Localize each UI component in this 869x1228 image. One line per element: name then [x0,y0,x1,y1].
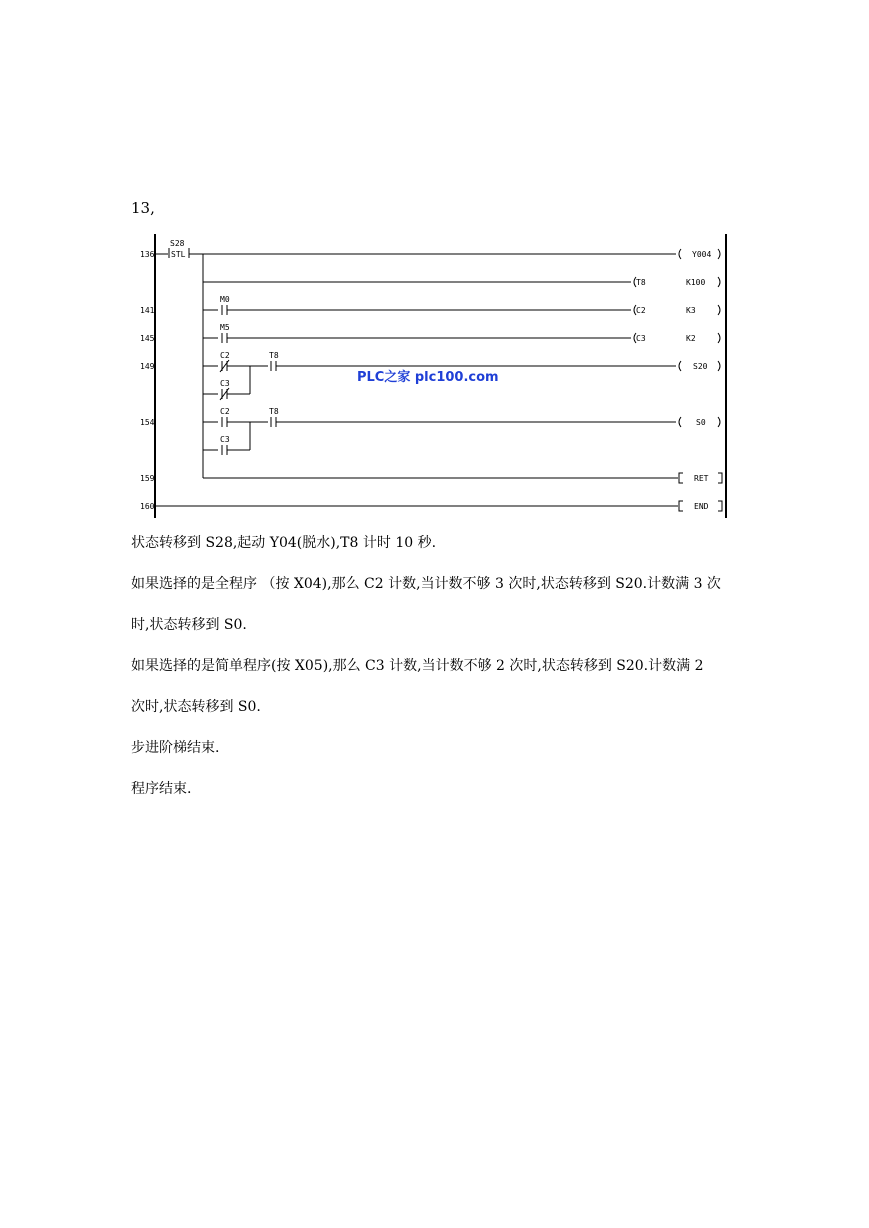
instr-end-label: END [694,502,709,511]
output-s20 [679,361,681,371]
step-number: 149 [140,362,155,371]
coil-c3-label: C3 [636,334,646,343]
step-number: 154 [140,418,155,427]
contact-c3-nc-label: C3 [220,379,230,388]
paragraph-2-line-2: 时,状态转移到 S0. [131,617,247,633]
stl-contact-s28 [155,239,189,259]
paragraph-1: 状态转移到 S28,起动 Y04(脱水),T8 计时 10 秒. [131,535,437,551]
watermark: PLC之家 plc100.com [357,370,499,385]
step-number: 145 [140,334,155,343]
coil-y004-label: Y004 [692,250,712,259]
paragraph-5: 程序结束. [131,781,192,797]
stl-text: STL [171,250,186,259]
paragraph-3-line-1: 如果选择的是简单程序(按 X05),那么 C3 计数,当计数不够 2 次时,状态转移到 S20.计数满 2 [131,658,704,674]
stl-label: S28 [170,239,185,248]
section-number: 13, [131,199,155,217]
contact-c2-nc-label: C2 [220,351,230,360]
coil-t8-label: T8 [636,278,646,287]
coil-y004 [679,249,681,259]
ladder-diagram [138,232,732,520]
contact-t8-b-label: T8 [269,407,279,416]
step-number: 141 [140,306,155,315]
coil-k100-label: K100 [686,278,706,287]
instr-ret-label: RET [694,474,709,483]
contact-m0-label: M0 [220,295,230,304]
step-number: 160 [140,502,155,511]
output-s0 [679,417,681,427]
output-s0-label: S0 [696,418,706,427]
paragraph-3-line-2: 次时,状态转移到 S0. [131,699,261,715]
coil-c2-label: C2 [636,306,646,315]
coil-k2-label: K2 [686,334,696,343]
paragraph-4: 步进阶梯结束. [131,740,220,756]
contact-m5-label: M5 [220,323,230,332]
step-number: 159 [140,474,155,483]
paragraph-2 [131,564,741,646]
step-number: 136 [140,250,155,259]
instr-ret [679,473,683,483]
paragraph-3 [131,646,741,728]
contact-t8-a-label: T8 [269,351,279,360]
contact-c3-no-label: C3 [220,435,230,444]
output-s20-label: S20 [693,362,708,371]
paragraph-2-line-1: 如果选择的是全程序 （按 X04),那么 C2 计数,当计数不够 3 次时,状态转移到 S20.计数满 3 次 [131,576,721,592]
instr-end [679,501,683,511]
coil-k3-label: K3 [686,306,696,315]
contact-c2-no-label: C2 [220,407,230,416]
